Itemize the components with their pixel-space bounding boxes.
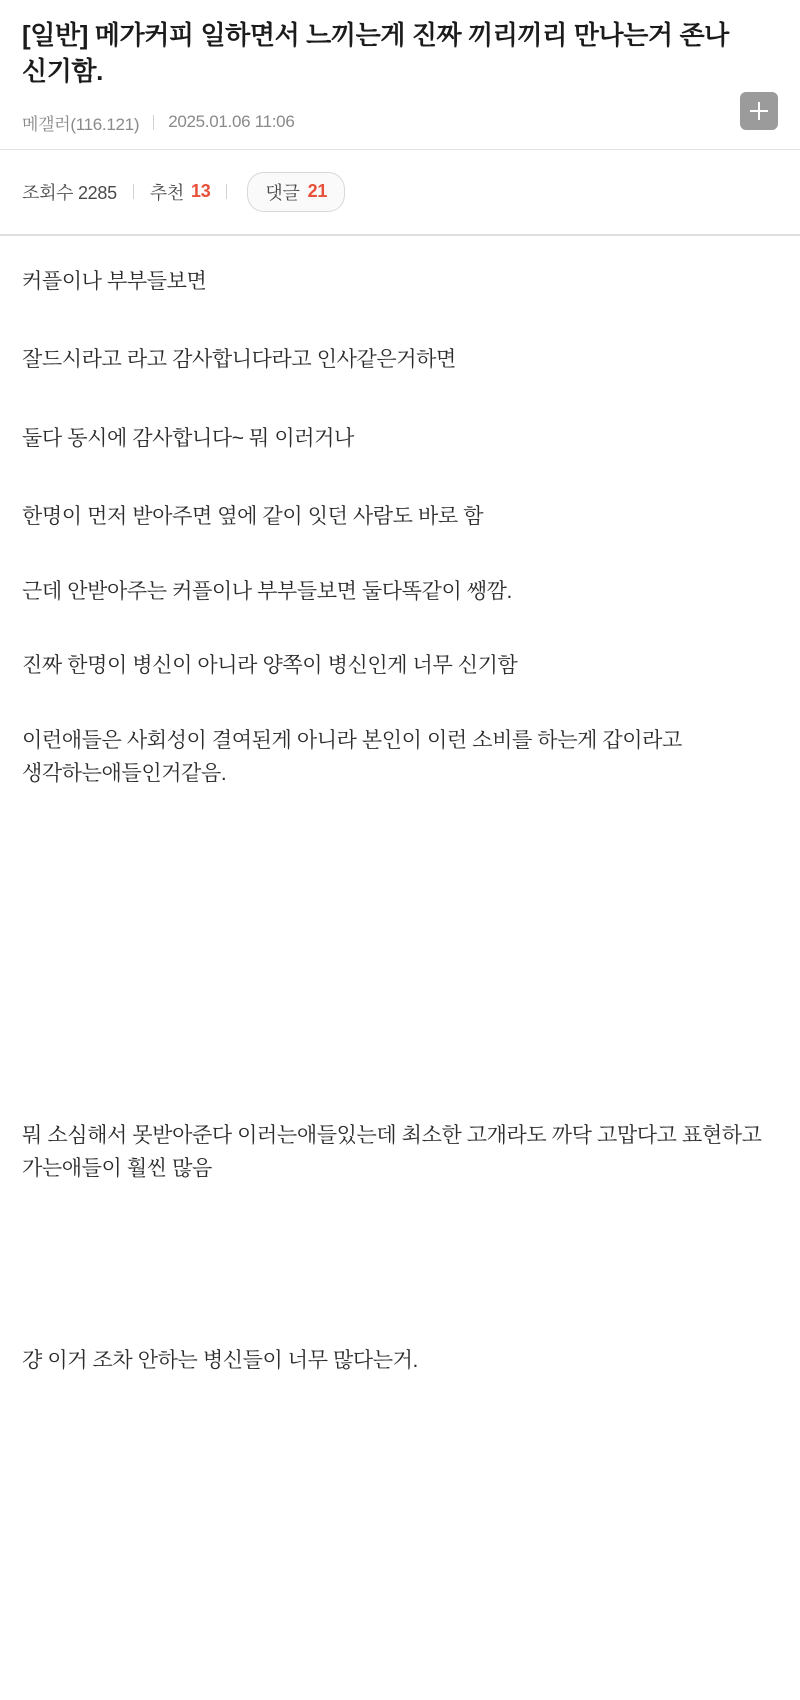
post-paragraph: 진짜 한명이 병신이 아니라 양쪽이 병신인게 너무 신기함 [22,654,518,678]
stats-divider-2 [226,184,227,199]
post-header [0,0,800,149]
post-paragraph: 걍 이거 조차 안하는 병신들이 너무 많다는거. [22,1349,418,1373]
comment-label: 댓글 [265,182,300,203]
plus-icon-vertical [758,102,760,120]
plus-icon[interactable] [740,92,778,130]
post-meta [22,110,778,135]
post-paragraph: 한명이 먼저 받아주면 옆에 같이 잇던 사람도 바로 함 [22,505,484,529]
post-content [0,236,800,1418]
recommend-label: 추천 [149,182,184,203]
meta-divider [153,115,154,130]
post-date: 2025.01.06 11:06 [168,112,295,132]
post-paragraph: 커플이나 부부들보면 [22,269,207,293]
recommend-count: 13 [191,181,211,202]
stats-divider [133,184,134,199]
post-paragraph: 이런애들은 사회성이 결여된게 아니라 본인이 이런 소비를 하는게 갑이라고 생각하는애들인거같음. [22,729,688,785]
post-paragraph: 둘다 동시에 감사합니다~ 뭐 이러거나 [22,426,354,450]
view-count: 조회수 2285 [22,182,117,203]
page-title: [일반] 메가커피 일하면서 느끼는게 진짜 끼리끼리 만나는거 존나 신기함. [22,20,729,86]
post-paragraph: 잘드시라고 라고 감사합니다라고 인사같은거하면 [22,348,456,372]
post-paragraph: 근데 안받아주는 커플이나 부부들보면 둘다똑같이 쌩깜. [22,579,512,603]
post-stats [0,150,800,234]
comment-button[interactable] [247,172,345,212]
post-author: 메갤러(116.121) [22,114,140,134]
comment-count: 21 [307,181,328,202]
post-paragraph: 뭐 소심해서 못받아준다 이러는애들있는데 최소한 고개라도 까닥 고맙다고 표현하고 가는애들이 훨씬 많음 [22,1124,767,1180]
